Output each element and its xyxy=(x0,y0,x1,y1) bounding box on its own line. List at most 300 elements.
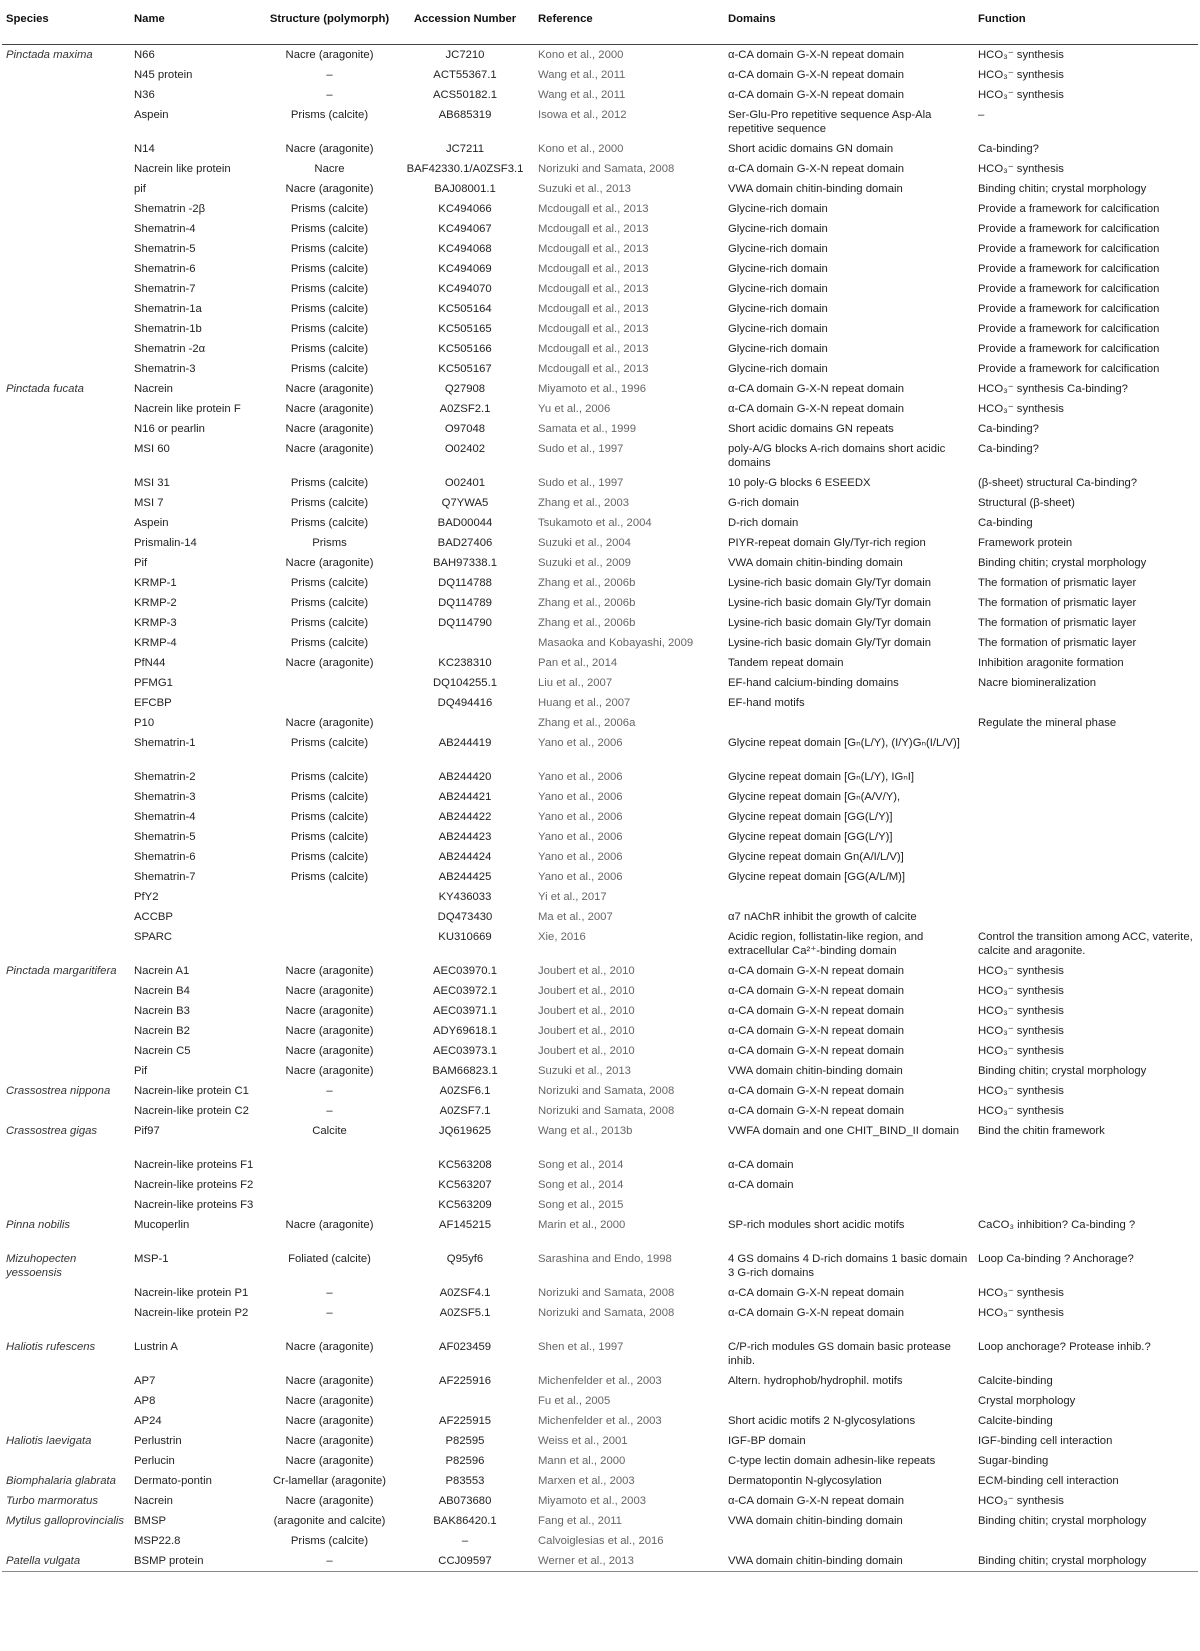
accession-cell: A0ZSF2.1 xyxy=(439,402,491,415)
accession-cell: – xyxy=(461,1534,469,1547)
structure-cell: Nacre (aragonite) xyxy=(285,964,374,977)
structure-cell xyxy=(263,887,396,907)
domains-cell: α-CA domain G-X-N repeat domain xyxy=(728,1044,905,1057)
reference-cell: Miyamoto et al., 1996 xyxy=(538,382,647,395)
accession-cell: A0ZSF7.1 xyxy=(439,1104,491,1117)
function-cell: Binding chitin; crystal morphology xyxy=(978,1514,1147,1527)
table-row xyxy=(2,279,1198,299)
name-cell: Shematrin-1b xyxy=(134,322,202,335)
domains-cell: α-CA domain G-X-N repeat domain xyxy=(728,48,905,61)
name-cell: Nacrein A1 xyxy=(134,964,190,977)
function-cell: Regulate the mineral phase xyxy=(978,716,1117,729)
function-cell: Ca-binding? xyxy=(978,442,1039,455)
domains-cell: Dermatopontin N-glycosylation xyxy=(728,1474,882,1487)
domains-cell: α-CA domain G-X-N repeat domain xyxy=(728,1004,905,1017)
table-row xyxy=(2,1121,1198,1155)
accession-cell: BAD00044 xyxy=(437,516,493,529)
accession-cell xyxy=(396,633,534,653)
name-cell: Shematrin-5 xyxy=(134,242,196,255)
table-row xyxy=(2,961,1198,981)
structure-cell: Nacre xyxy=(314,162,345,175)
accession-cell: BAK86420.1 xyxy=(433,1514,497,1527)
table-row xyxy=(2,1491,1198,1511)
species-cell xyxy=(2,399,130,419)
species-cell: Pinctada fucata xyxy=(6,382,84,395)
table-row xyxy=(2,493,1198,513)
table-row xyxy=(2,907,1198,927)
domains-cell: EF-hand calcium-binding domains xyxy=(728,676,899,689)
structure-cell: Nacre (aragonite) xyxy=(285,1218,374,1231)
table-row xyxy=(2,1249,1198,1283)
name-cell: Shematrin-7 xyxy=(134,282,196,295)
name-cell: KRMP-4 xyxy=(134,636,177,649)
structure-cell: Nacre (aragonite) xyxy=(285,1414,374,1427)
table-row xyxy=(2,847,1198,867)
accession-cell: O97048 xyxy=(444,422,486,435)
structure-cell: Prisms (calcite) xyxy=(290,476,369,489)
structure-cell: – xyxy=(263,1551,396,1572)
shell-matrix-protein-table xyxy=(2,0,1198,1572)
structure-cell: Nacre (aragonite) xyxy=(285,984,374,997)
name-cell: Pif97 xyxy=(134,1124,160,1137)
accession-cell: AF145215 xyxy=(438,1218,492,1231)
species-cell xyxy=(2,419,130,439)
reference-cell: Yano et al., 2006 xyxy=(538,810,623,823)
table-row xyxy=(2,1337,1198,1371)
reference-cell: Miyamoto et al., 2003 xyxy=(538,1494,647,1507)
table-row xyxy=(2,1195,1198,1215)
accession-cell: KC505166 xyxy=(438,342,492,355)
domains-cell: VWA domain chitin-binding domain xyxy=(728,1064,903,1077)
accession-cell: CCJ09597 xyxy=(396,1551,534,1572)
function-cell xyxy=(974,847,1198,867)
species-cell xyxy=(2,827,130,847)
species-cell xyxy=(2,219,130,239)
species-cell xyxy=(2,613,130,633)
species-cell: Mizuhopecten yessoensis xyxy=(6,1252,77,1279)
accession-cell: KC494070 xyxy=(438,282,492,295)
function-cell: Provide a framework for calcification xyxy=(978,222,1160,235)
domains-cell: Acidic region, follistatin-like region, and extracellular Ca²⁺-binding domain xyxy=(728,930,924,957)
reference-cell: Suzuki et al., 2009 xyxy=(538,556,631,569)
reference-cell: Yano et al., 2006 xyxy=(538,830,623,843)
species-cell xyxy=(2,593,130,613)
accession-cell: A0ZSF6.1 xyxy=(439,1084,491,1097)
table-row xyxy=(2,1411,1198,1431)
species-cell xyxy=(2,1061,130,1081)
function-cell: Nacre biomineralization xyxy=(978,676,1097,689)
name-cell: Shematrin-4 xyxy=(134,222,196,235)
table-row xyxy=(2,239,1198,259)
table-row xyxy=(2,359,1198,379)
accession-cell: KC563207 xyxy=(438,1178,492,1191)
name-cell: Nacrein-like protein P1 xyxy=(134,1286,249,1299)
species-cell xyxy=(2,713,130,733)
species-cell xyxy=(2,907,130,927)
structure-cell: Nacre (aragonite) xyxy=(285,1044,374,1057)
function-cell: HCO₃⁻ synthesis xyxy=(978,1004,1064,1017)
species-cell xyxy=(2,139,130,159)
name-cell: Shematrin-5 xyxy=(134,830,196,843)
accession-cell: AEC03972.1 xyxy=(432,984,498,997)
domains-cell: EF-hand motifs xyxy=(728,696,805,709)
domains-cell: C-type lectin domain adhesin-like repeats xyxy=(728,1454,936,1467)
reference-cell: Fang et al., 2011 xyxy=(538,1514,622,1527)
species-cell xyxy=(2,693,130,713)
name-cell: pif xyxy=(134,182,146,195)
structure-cell: – xyxy=(326,1306,333,1319)
domains-cell: 10 poly-G blocks 6 ESEEDX xyxy=(728,476,871,489)
accession-cell: DQ473430 xyxy=(437,910,493,923)
name-cell: AP8 xyxy=(134,1394,156,1407)
function-cell: Provide a framework for calcification xyxy=(978,282,1160,295)
domains-cell: Lysine-rich basic domain Gly/Tyr domain xyxy=(728,616,932,629)
reference-cell: Huang et al., 2007 xyxy=(538,696,631,709)
structure-cell: – xyxy=(326,1286,333,1299)
species-cell xyxy=(2,279,130,299)
structure-cell: Prisms (calcite) xyxy=(290,516,369,529)
accession-cell: DQ104255.1 xyxy=(432,676,498,689)
domains-cell: Glycine repeat domain [GG(A/L/M)] xyxy=(728,870,906,883)
accession-cell: DQ114790 xyxy=(438,616,492,629)
structure-cell: Nacre (aragonite) xyxy=(285,402,374,415)
reference-cell: Shen et al., 1997 xyxy=(538,1340,624,1353)
reference-cell: Zhang et al., 2006b xyxy=(538,576,636,589)
function-cell: Control the transition among ACC, vaterite, calcite and aragonite. xyxy=(978,930,1193,957)
name-cell: Nacrein xyxy=(134,1494,173,1507)
accession-cell: AEC03973.1 xyxy=(432,1044,498,1057)
function-cell: Provide a framework for calcification xyxy=(978,342,1160,355)
domains-cell: Altern. hydrophob/hydrophil. motifs xyxy=(728,1374,903,1387)
reference-cell: Sarashina and Endo, 1998 xyxy=(538,1252,672,1265)
structure-cell: Nacre (aragonite) xyxy=(285,1494,374,1507)
domains-cell: D-rich domain xyxy=(728,516,799,529)
reference-cell: Michenfelder et al., 2003 xyxy=(538,1374,662,1387)
function-cell: Binding chitin; crystal morphology xyxy=(978,182,1147,195)
name-cell: Nacrein B3 xyxy=(134,1004,190,1017)
species-cell xyxy=(2,1021,130,1041)
table-row xyxy=(2,673,1198,693)
species-cell xyxy=(2,299,130,319)
reference-cell: Yu et al., 2006 xyxy=(538,402,611,415)
species-cell xyxy=(2,787,130,807)
domains-cell: Glycine-rich domain xyxy=(728,222,828,235)
domains-cell: Glycine repeat domain [Gₙ(A/V/Y), xyxy=(728,790,901,803)
function-cell: HCO₃⁻ synthesis xyxy=(978,964,1064,977)
species-cell xyxy=(2,1451,130,1471)
function-cell: Binding chitin; crystal morphology xyxy=(974,1551,1198,1572)
species-cell xyxy=(2,439,130,473)
table-row xyxy=(2,44,1198,65)
domains-cell: Lysine-rich basic domain Gly/Tyr domain xyxy=(728,596,932,609)
name-cell: AP24 xyxy=(134,1414,162,1427)
species-cell xyxy=(2,887,130,907)
domains-cell: α-CA domain G-X-N repeat domain xyxy=(728,88,905,101)
domains-cell: Glycine repeat domain Gn(A/I/L/V)] xyxy=(728,850,904,863)
table-row xyxy=(2,473,1198,493)
reference-cell: Norizuki and Samata, 2008 xyxy=(538,1084,675,1097)
name-cell: MSP-1 xyxy=(134,1252,169,1265)
reference-cell: Norizuki and Samata, 2008 xyxy=(538,1286,675,1299)
function-cell xyxy=(974,767,1198,787)
column-header-reference: Reference xyxy=(538,13,593,25)
reference-cell: Xie, 2016 xyxy=(538,930,586,943)
reference-cell: Tsukamoto et al., 2004 xyxy=(538,516,652,529)
table-row xyxy=(2,1021,1198,1041)
function-cell: Ca-binding? xyxy=(978,142,1039,155)
name-cell: Aspein xyxy=(134,108,169,121)
species-cell xyxy=(2,733,130,767)
accession-cell: ADY69618.1 xyxy=(432,1024,498,1037)
species-cell xyxy=(2,239,130,259)
accession-cell: KC505167 xyxy=(438,362,492,375)
domains-cell: Tandem repeat domain xyxy=(728,656,844,669)
reference-cell: Mcdougall et al., 2013 xyxy=(538,242,649,255)
reference-cell: Wang et al., 2011 xyxy=(538,88,626,101)
reference-cell: Calvoiglesias et al., 2016 xyxy=(538,1534,664,1547)
structure-cell: Prisms (calcite) xyxy=(290,830,369,843)
reference-cell: Yano et al., 2006 xyxy=(538,770,623,783)
reference-cell: Yano et al., 2006 xyxy=(538,870,623,883)
table-row xyxy=(2,593,1198,613)
table-row xyxy=(2,693,1198,713)
table-row xyxy=(2,1391,1198,1411)
domains-cell: α-CA domain xyxy=(728,1158,794,1171)
accession-cell: ACT55367.1 xyxy=(433,68,497,81)
structure-cell: – xyxy=(326,1104,333,1117)
column-header-name: Name xyxy=(134,13,165,25)
reference-cell: Yano et al., 2006 xyxy=(538,736,623,749)
function-cell: HCO₃⁻ synthesis xyxy=(978,1104,1064,1117)
function-cell: Provide a framework for calcification xyxy=(978,302,1160,315)
species-cell xyxy=(2,359,130,379)
name-cell: Lustrin A xyxy=(134,1340,178,1353)
species-cell: Biomphalaria glabrata xyxy=(6,1474,116,1487)
domains-cell: Glycine repeat domain [GG(L/Y)] xyxy=(728,810,893,823)
table-row xyxy=(2,259,1198,279)
accession-cell: BAJ08001.1 xyxy=(434,182,496,195)
species-cell xyxy=(2,1411,130,1431)
species-cell: Pinctada maxima xyxy=(6,48,93,61)
species-cell xyxy=(2,1391,130,1411)
structure-cell: Prisms (calcite) xyxy=(290,222,369,235)
structure-cell: Nacre (aragonite) xyxy=(285,48,374,61)
species-cell xyxy=(2,159,130,179)
domains-cell: Glycine repeat domain [Gₙ(L/Y), (I/Y)Gₙ(I/L/V)] xyxy=(728,736,960,749)
table-row xyxy=(2,807,1198,827)
table-row xyxy=(2,1001,1198,1021)
structure-cell: Prisms (calcite) xyxy=(290,870,369,883)
structure-cell: Cr-lamellar (aragonite) xyxy=(272,1474,386,1487)
reference-cell: Sudo et al., 1997 xyxy=(538,442,624,455)
structure-cell: Prisms (calcite) xyxy=(290,810,369,823)
domains-cell: Glycine-rich domain xyxy=(728,322,828,335)
name-cell: Nacrein B2 xyxy=(134,1024,190,1037)
species-cell xyxy=(2,319,130,339)
function-cell xyxy=(974,733,1198,767)
species-cell: Haliotis rufescens xyxy=(6,1340,96,1353)
table-row xyxy=(2,533,1198,553)
table-row xyxy=(2,927,1198,961)
function-cell: Provide a framework for calcification xyxy=(978,322,1160,335)
name-cell: Perlustrin xyxy=(134,1434,182,1447)
species-cell xyxy=(2,1041,130,1061)
function-cell: Provide a framework for calcification xyxy=(978,202,1160,215)
structure-cell xyxy=(263,1195,396,1215)
domains-cell: Glycine repeat domain [GG(L/Y)] xyxy=(728,830,893,843)
table-row xyxy=(2,1081,1198,1101)
table-row xyxy=(2,1101,1198,1121)
structure-cell: Prisms (calcite) xyxy=(290,596,369,609)
function-cell xyxy=(974,827,1198,847)
species-cell xyxy=(2,1101,130,1121)
function-cell: Binding chitin; crystal morphology xyxy=(978,556,1147,569)
domains-cell: α-CA domain G-X-N repeat domain xyxy=(728,402,905,415)
domains-cell: VWFA domain and one CHIT_BIND_II domain xyxy=(728,1124,960,1137)
structure-cell: Prisms (calcite) xyxy=(290,1534,369,1547)
column-header-function: Function xyxy=(978,13,1026,25)
function-cell: The formation of prismatic layer xyxy=(978,636,1137,649)
species-cell xyxy=(2,767,130,787)
species-cell: Crassostrea nippona xyxy=(6,1084,111,1097)
structure-cell: Calcite xyxy=(312,1124,347,1137)
function-cell: Loop Ca-binding ? Anchorage? xyxy=(978,1252,1134,1265)
function-cell: The formation of prismatic layer xyxy=(978,616,1137,629)
domains-cell: VWA domain chitin-binding domain xyxy=(728,1514,903,1527)
species-cell xyxy=(2,847,130,867)
accession-cell: KC505164 xyxy=(438,302,492,315)
species-cell xyxy=(2,867,130,887)
accession-cell: AEC03970.1 xyxy=(432,964,498,977)
name-cell: Nacrein xyxy=(134,382,173,395)
species-cell xyxy=(2,633,130,653)
name-cell: N45 protein xyxy=(134,68,193,81)
domains-cell: Short acidic domains GN repeats xyxy=(728,422,894,435)
reference-cell: Yano et al., 2006 xyxy=(538,850,623,863)
reference-cell: Samata et al., 1999 xyxy=(538,422,636,435)
column-header-domains: Domains xyxy=(728,13,776,25)
table-row xyxy=(2,85,1198,105)
name-cell: MSI 31 xyxy=(134,476,170,489)
reference-cell: Suzuki et al., 2004 xyxy=(538,536,631,549)
accession-cell: Q7YWA5 xyxy=(441,496,489,509)
domains-cell: α-CA domain G-X-N repeat domain xyxy=(728,964,905,977)
accession-cell: JQ619625 xyxy=(438,1124,492,1137)
structure-cell: Nacre (aragonite) xyxy=(285,1024,374,1037)
structure-cell: Prisms (calcite) xyxy=(290,770,369,783)
structure-cell xyxy=(263,1175,396,1195)
domains-cell xyxy=(724,1531,974,1551)
species-cell: Turbo marmoratus xyxy=(6,1494,99,1507)
structure-cell: Prisms (calcite) xyxy=(290,322,369,335)
table-row xyxy=(2,733,1198,767)
accession-cell: BAD27406 xyxy=(437,536,493,549)
table-row xyxy=(2,1041,1198,1061)
structure-cell: Nacre (aragonite) xyxy=(285,142,374,155)
reference-cell: Mcdougall et al., 2013 xyxy=(538,202,649,215)
function-cell: HCO₃⁻ synthesis Ca-binding? xyxy=(978,382,1128,395)
table-row xyxy=(2,139,1198,159)
structure-cell: Foliated (calcite) xyxy=(288,1252,371,1265)
domains-cell: C/P-rich modules GS domain basic protease inhib. xyxy=(728,1340,951,1367)
accession-cell: AB244424 xyxy=(438,850,492,863)
function-cell: Structural (β-sheet) xyxy=(978,496,1075,509)
function-cell: Sugar-binding xyxy=(978,1454,1049,1467)
domains-cell: VWA domain chitin-binding domain xyxy=(728,182,903,195)
name-cell: SPARC xyxy=(134,930,173,943)
domains-cell: α-CA domain G-X-N repeat domain xyxy=(728,1104,905,1117)
table-row xyxy=(2,1511,1198,1531)
structure-cell: Prisms (calcite) xyxy=(290,302,369,315)
reference-cell: Kono et al., 2000 xyxy=(538,142,624,155)
name-cell: BMSP xyxy=(134,1514,167,1527)
structure-cell: Nacre (aragonite) xyxy=(285,382,374,395)
accession-cell: KC238310 xyxy=(438,656,492,669)
accession-cell: AEC03971.1 xyxy=(432,1004,498,1017)
name-cell: EFCBP xyxy=(134,696,172,709)
function-cell: Inhibition aragonite formation xyxy=(978,656,1124,669)
accession-cell: KY436033 xyxy=(438,890,492,903)
structure-cell: Nacre (aragonite) xyxy=(285,1454,374,1467)
structure-cell: Prisms (calcite) xyxy=(290,636,369,649)
name-cell: PFMG1 xyxy=(134,676,173,689)
species-cell: Mytilus galloprovincialis xyxy=(6,1514,125,1527)
accession-cell: A0ZSF5.1 xyxy=(439,1306,491,1319)
structure-cell: Prisms (calcite) xyxy=(290,616,369,629)
domains-cell: Glycine-rich domain xyxy=(728,262,828,275)
structure-cell: Nacre (aragonite) xyxy=(285,1434,374,1447)
reference-cell: Mcdougall et al., 2013 xyxy=(538,302,649,315)
column-header-species: Species xyxy=(6,13,49,25)
structure-cell: Nacre (aragonite) xyxy=(285,422,374,435)
table-body xyxy=(2,44,1198,1571)
reference-cell: Norizuki and Samata, 2008 xyxy=(538,1104,675,1117)
function-cell: Ca-binding? xyxy=(978,422,1039,435)
species-cell xyxy=(2,1283,130,1303)
domains-cell: α-CA domain G-X-N repeat domain xyxy=(728,1024,905,1037)
function-cell: HCO₃⁻ synthesis xyxy=(978,162,1064,175)
structure-cell: Nacre (aragonite) xyxy=(285,1394,374,1407)
table-row xyxy=(2,513,1198,533)
reference-cell: Song et al., 2014 xyxy=(538,1158,624,1171)
accession-cell: KC505165 xyxy=(438,322,492,335)
accession-cell: JC7210 xyxy=(445,48,485,61)
function-cell: HCO₃⁻ synthesis xyxy=(978,1494,1064,1507)
accession-cell: DQ494416 xyxy=(437,696,493,709)
domains-cell: α-CA domain G-X-N repeat domain xyxy=(728,984,905,997)
accession-cell: AB244419 xyxy=(438,736,492,749)
name-cell: Shematrin-2 xyxy=(134,770,196,783)
species-cell xyxy=(2,85,130,105)
reference-cell: Mcdougall et al., 2013 xyxy=(538,322,649,335)
domains-cell: α-CA domain xyxy=(728,1178,794,1191)
name-cell: N16 or pearlin xyxy=(134,422,205,435)
table-row xyxy=(2,1303,1198,1337)
structure-cell xyxy=(263,927,396,961)
name-cell: Shematrin-6 xyxy=(134,850,196,863)
domains-cell: SP-rich modules short acidic motifs xyxy=(728,1218,905,1231)
table-row xyxy=(2,887,1198,907)
structure-cell: Prisms (calcite) xyxy=(290,736,369,749)
accession-cell xyxy=(396,713,534,733)
table-row xyxy=(2,1551,1198,1572)
domains-cell xyxy=(724,1195,974,1215)
table-row xyxy=(2,439,1198,473)
name-cell: N36 xyxy=(134,88,155,101)
accession-cell: AF023459 xyxy=(438,1340,492,1353)
structure-cell xyxy=(263,1155,396,1175)
species-cell xyxy=(2,673,130,693)
